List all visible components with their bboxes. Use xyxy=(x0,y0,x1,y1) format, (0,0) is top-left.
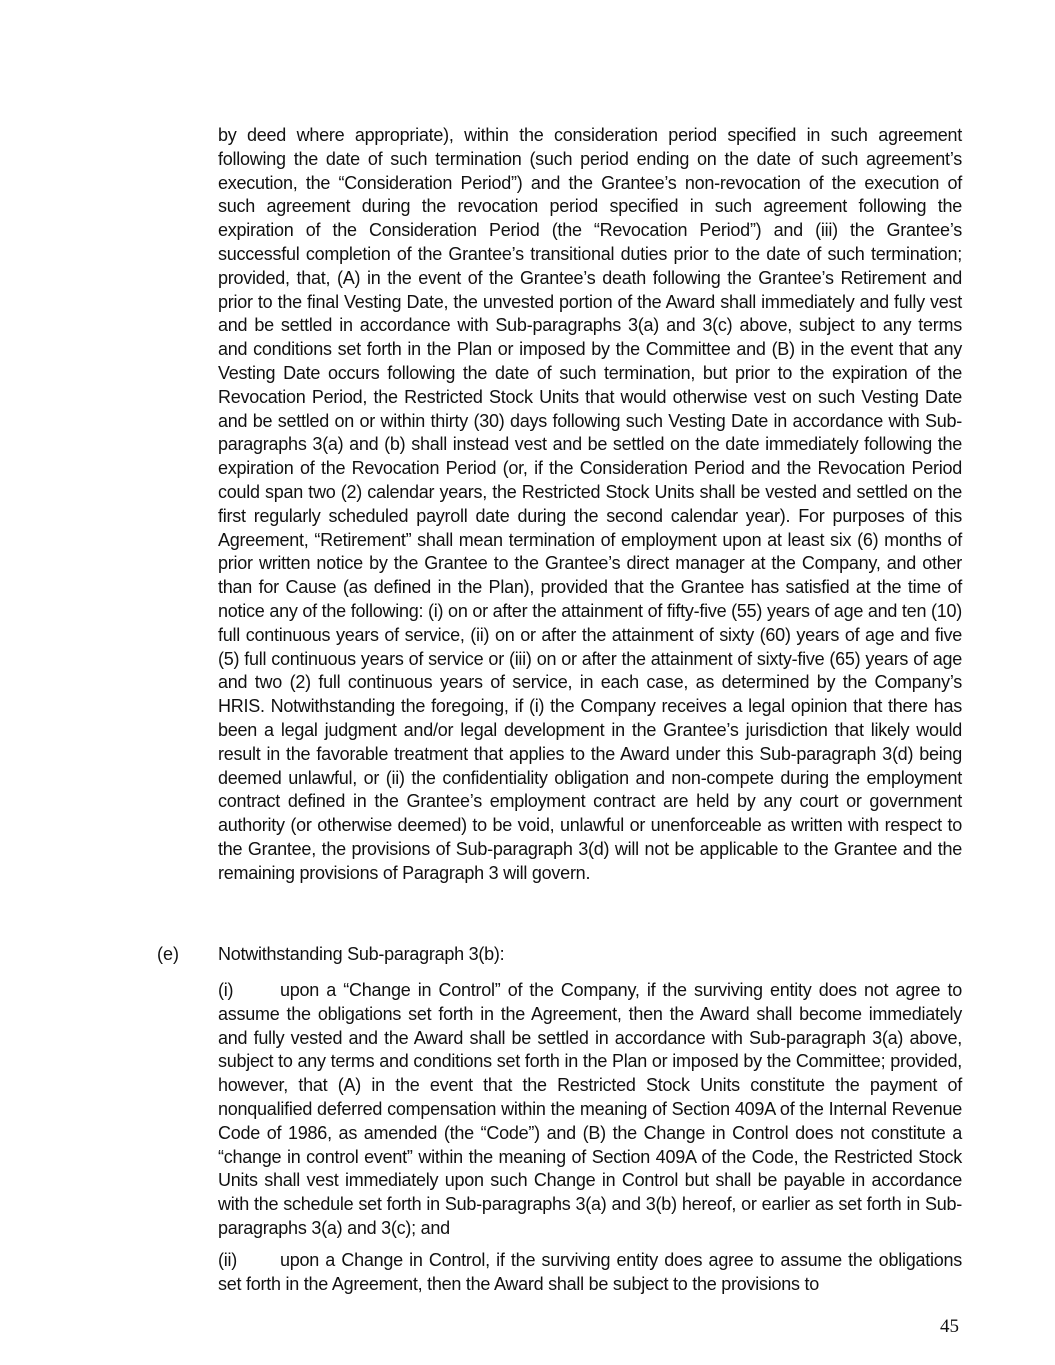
item-i-number: (i) xyxy=(218,980,234,1000)
item-i-text: upon a “Change in Control” of the Company, if the surviving entity does not agree to assume the obligations set forth in the Agreement, then the Award shall become immediately and fully vested and the Award shall be settled in accordance with Sub-paragraph 3(a) above, subject to any terms and conditions set forth in the Plan or imposed by the Committee; provided, however, that (A) in the event that the Restricted Stock Units constitute the payment of nonqualified deferred compensation within the meaning of Section 409A of the Internal Revenue Code of 1986, as amended (the “Code”) and (B) the Change in Control does not constitute a “change in control event” within the meaning of Section 409A of the Code, the Restricted Stock Units shall vest immediately upon such Change in Control but shall be payable in accordance with the schedule set forth in Sub-paragraphs 3(a) and 3(b) hereof, or earlier as set forth in Sub-paragraphs 3(a) and 3(c); and xyxy=(218,980,962,1238)
item-ii-paragraph xyxy=(218,1249,962,1297)
item-ii-number: (ii) xyxy=(218,1250,237,1270)
body-paragraph-3d-continuation: by deed where appropriate), within the consideration period specified in such agreement following the date of such termination (such period ending on the date of such agreement’s execution, the “Consideration Period”) and the Grantee’s non-revocation of the execution of such agreement during the revocation period specified in such agreement following the expiration of the Consideration Period (the “Revocation Period”) and (iii) the Grantee’s successful completion of the Grantee’s transitional duties prior to the date of such termination; provided, that, (A) in the event of the Grantee’s death following the Grantee’s Retirement and prior to the final Vesting Date, the unvested portion of the Award shall immediately and fully vest and be settled in accordance with Sub-paragraphs 3(a) and 3(c) above, subject to any terms and conditions set forth in the Plan or imposed by the Committee and (B) in the event that any Vesting Date occurs following the date of such termination, but prior to the expiration of the Revocation Period, the Restricted Stock Units that would otherwise vest on such Vesting Date and be settled on or within thirty (30) days following such Vesting Date in accordance with Sub-paragraphs 3(a) and (b) shall instead vest and be settled on the date immediately following the expiration of the Revocation Period (or, if the Consideration Period and the Revocation Period could span two (2) calendar years, the Restricted Stock Units shall be vested and settled on the first regularly scheduled payroll date during the second calendar year). For purposes of this Agreement, “Retirement” shall mean termination of employment upon at least six (6) months of prior written notice by the Grantee to the Grantee’s direct manager at the Company, and other than for Cause (as defined in the Plan), provided that the Grantee has satisfied at the time of notice any of the following: (i) on or after the attainment of fifty-five (55) years of age and ten (10) full continuous years of service, (ii) on or after the attainment of sixty (60) years of age and five (5) full continuous years of service or (iii) on or after the attainment of sixty-five (65) years of age and two (2) full continuous years of service, in each case, as determined by the Company’s HRIS. Notwithstanding the foregoing, if (i) the Company receives a legal opinion that there has been a legal judgment and/or legal development in the Grantee’s jurisdiction that likely would result in the favorable treatment that applies to the Award under this Sub-paragraph 3(d) being deemed unlawful, or (ii) the confidentiality obligation and non-compete during the employment contract defined in the Grantee’s employment contract are held by any court or government authority (or otherwise deemed) to be void, unlawful or unenforceable as written with respect to the Grantee, the provisions of Sub-paragraph 3(d) will not be applicable to the Grantee and the remaining provisions of Paragraph 3 will govern. xyxy=(218,125,962,883)
page-number: 45 xyxy=(940,1316,959,1337)
section-e-heading: Notwithstanding Sub-paragraph 3(b): xyxy=(218,944,505,964)
item-i-paragraph xyxy=(218,979,962,1241)
item-ii-text: upon a Change in Control, if the surviving entity does agree to assume the obligations set forth in the Agreement, then the Award shall be subject to the provisions to xyxy=(218,1250,962,1294)
section-e-label: (e) xyxy=(157,944,179,964)
